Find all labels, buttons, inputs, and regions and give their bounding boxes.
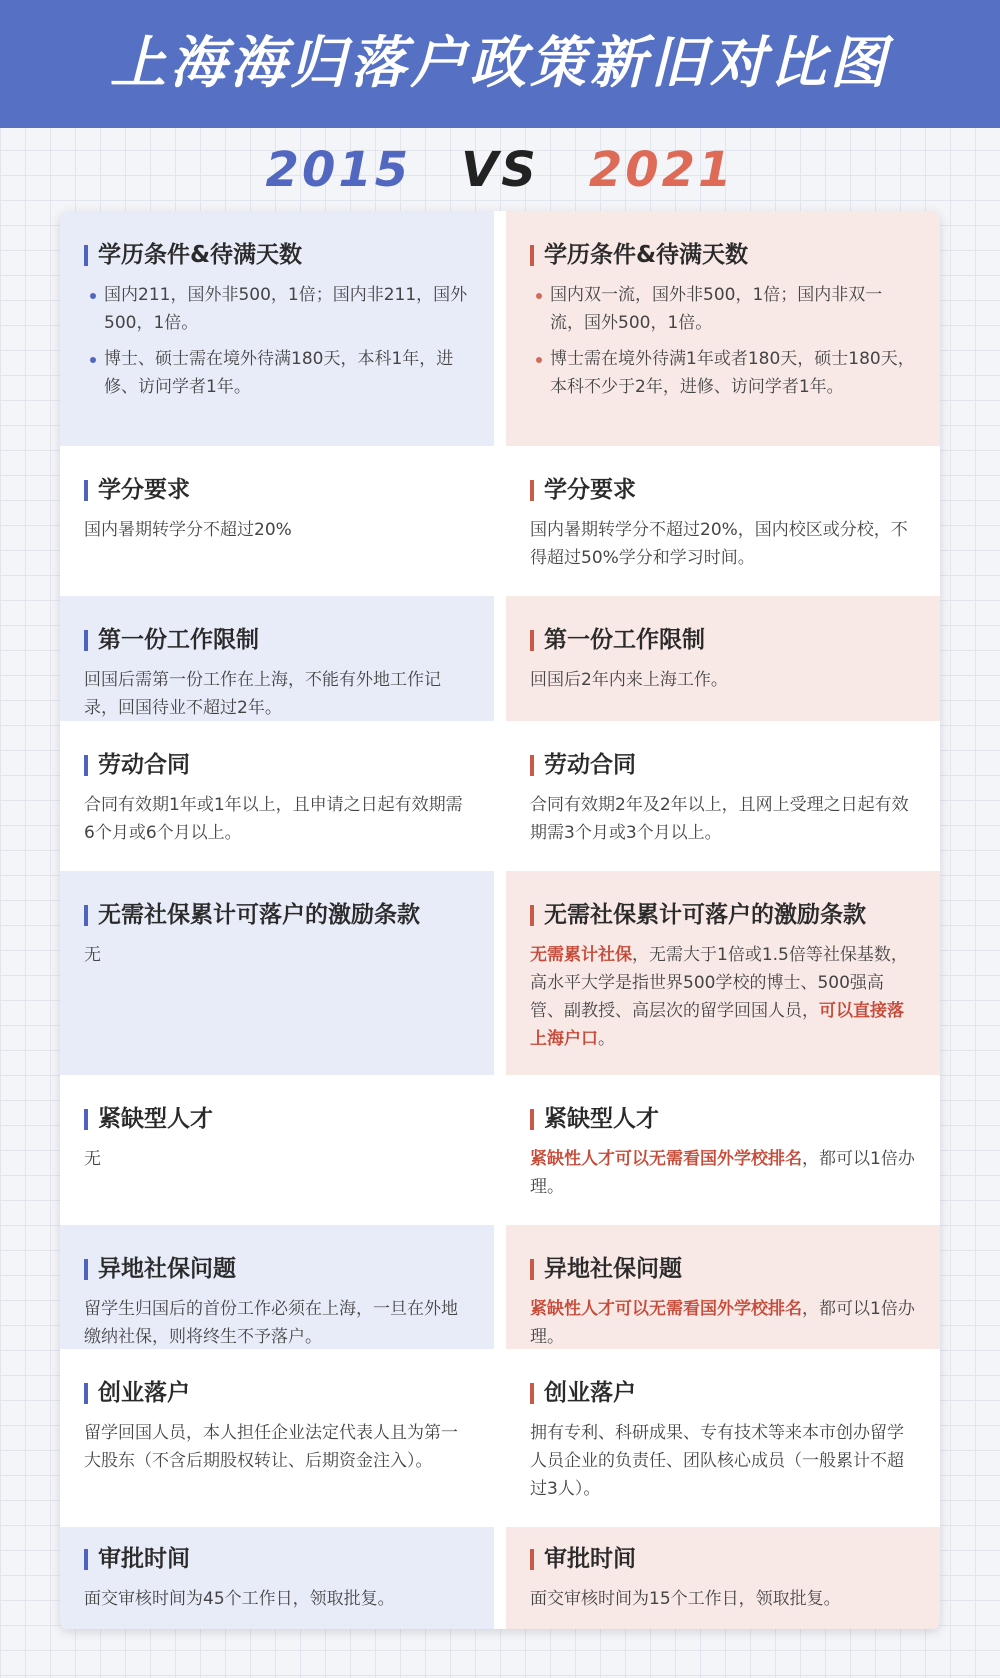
new-policy-text — [530, 941, 916, 1053]
old-policy-list — [84, 281, 470, 401]
year-2021-label: 2021 — [588, 142, 735, 198]
section-title: 学分要求 — [84, 476, 470, 504]
comparison-row-social-security — [60, 1225, 940, 1349]
comparison-row-incentive — [60, 871, 940, 1075]
old-policy-cell — [60, 446, 494, 596]
comparison-row-shortage-talent — [60, 1075, 940, 1225]
body-text: ，都可以1倍办理。 — [530, 1299, 915, 1347]
section-title: 学历条件&待满天数 — [84, 241, 470, 269]
header-banner — [0, 0, 1000, 128]
list-item: 国内211，国外非500，1倍；国内非211，国外500，1倍。 — [104, 281, 470, 337]
highlight-text: 紧缺性人才可以无需看国外学校排名 — [530, 1299, 802, 1319]
section-title: 学分要求 — [530, 476, 916, 504]
section-title: 第一份工作限制 — [530, 626, 916, 654]
comparison-panel — [60, 211, 940, 1629]
new-policy-cell — [506, 1225, 940, 1349]
old-policy-text: 留学回国人员，本人担任企业法定代表人且为第一大股东（不含后期股权转让、后期资金注入）。 — [84, 1423, 458, 1471]
section-title: 审批时间 — [530, 1545, 916, 1573]
section-title: 紧缺型人才 — [84, 1105, 470, 1133]
new-policy-cell — [506, 1527, 940, 1629]
new-policy-text — [530, 1145, 916, 1201]
new-policy-cell — [506, 721, 940, 871]
list-item: 博士、硕士需在境外待满180天，本科1年，进修、访问学者1年。 — [104, 345, 470, 401]
old-policy-cell — [60, 721, 494, 871]
body-text: ，都可以1倍办理。 — [530, 1149, 915, 1197]
old-policy-text: 国内暑期转学分不超过20% — [84, 520, 292, 540]
comparison-row-education — [60, 211, 940, 446]
section-title: 异地社保问题 — [84, 1255, 470, 1283]
old-policy-text: 留学生归国后的首份工作必须在上海，一旦在外地缴纳社保，则将终生不予落户。 — [84, 1299, 458, 1347]
old-policy-text: 合同有效期1年或1年以上，且申请之日起有效期需6个月或6个月以上。 — [84, 795, 463, 843]
section-title: 劳动合同 — [84, 751, 470, 779]
new-policy-text: 合同有效期2年及2年以上，且网上受理之日起有效期需3个月或3个月以上。 — [530, 795, 909, 843]
body-text: ，无需大于1倍或1.5倍等社保基数，高水平大学是指世界500学校的博士、500强高管、副教授、高层次的留学回国人员， — [530, 945, 908, 1021]
section-title: 无需社保累计可落户的激励条款 — [530, 901, 916, 929]
old-policy-text: 回国后需第一份工作在上海，不能有外地工作记录，回国待业不超过2年。 — [84, 670, 441, 718]
new-policy-cell — [506, 1349, 940, 1527]
section-title: 紧缺型人才 — [530, 1105, 916, 1133]
new-policy-text: 拥有专利、科研成果、专有技术等来本市创办留学人员企业的负责任、团队核心成员（一般累计不超过3人）。 — [530, 1423, 904, 1499]
new-policy-text: 国内暑期转学分不超过20%，国内校区或分校，不得超过50%学分和学习时间。 — [530, 520, 908, 568]
old-policy-cell — [60, 871, 494, 1075]
new-policy-cell — [506, 211, 940, 446]
new-policy-cell — [506, 446, 940, 596]
new-policy-text: 回国后2年内来上海工作。 — [530, 670, 728, 690]
highlight-text: 无需累计社保 — [530, 945, 632, 965]
new-policy-text — [530, 1295, 916, 1351]
section-title: 劳动合同 — [530, 751, 916, 779]
comparison-row-credits — [60, 446, 940, 596]
page-title: 上海海归落户政策新旧对比图 — [110, 31, 890, 96]
old-policy-text: 面交审核时间为45个工作日，领取批复。 — [84, 1589, 395, 1609]
new-policy-cell — [506, 596, 940, 721]
year-2015-label: 2015 — [265, 142, 412, 198]
vs-label: VS — [461, 142, 539, 198]
comparison-row-contract — [60, 721, 940, 871]
comparison-row-approval-time — [60, 1527, 940, 1629]
old-policy-text: 无 — [84, 945, 101, 965]
list-item: 博士需在境外待满1年或者180天，硕士180天，本科不少于2年，进修、访问学者1年。 — [550, 345, 916, 401]
section-title: 异地社保问题 — [530, 1255, 916, 1283]
versus-row — [0, 140, 1000, 200]
list-item: 国内双一流，国外非500，1倍；国内非双一流，国外500，1倍。 — [550, 281, 916, 337]
old-policy-cell — [60, 211, 494, 446]
section-title: 学历条件&待满天数 — [530, 241, 916, 269]
new-policy-cell — [506, 1075, 940, 1225]
new-policy-text: 面交审核时间为15个工作日，领取批复。 — [530, 1589, 841, 1609]
new-policy-list — [530, 281, 916, 401]
old-policy-cell — [60, 1527, 494, 1629]
new-policy-cell — [506, 871, 940, 1075]
old-policy-text: 无 — [84, 1149, 101, 1169]
old-policy-cell — [60, 596, 494, 721]
old-policy-cell — [60, 1075, 494, 1225]
old-policy-cell — [60, 1349, 494, 1527]
body-text: 。 — [598, 1029, 615, 1049]
old-policy-cell — [60, 1225, 494, 1349]
section-title: 审批时间 — [84, 1545, 470, 1573]
section-title: 无需社保累计可落户的激励条款 — [84, 901, 470, 929]
highlight-text: 紧缺性人才可以无需看国外学校排名 — [530, 1149, 802, 1169]
section-title: 创业落户 — [84, 1379, 470, 1407]
highlight-text: 可以直接落上海户口 — [530, 1001, 904, 1049]
section-title: 创业落户 — [530, 1379, 916, 1407]
section-title: 第一份工作限制 — [84, 626, 470, 654]
comparison-row-entrepreneurship — [60, 1349, 940, 1527]
comparison-row-first-job — [60, 596, 940, 721]
